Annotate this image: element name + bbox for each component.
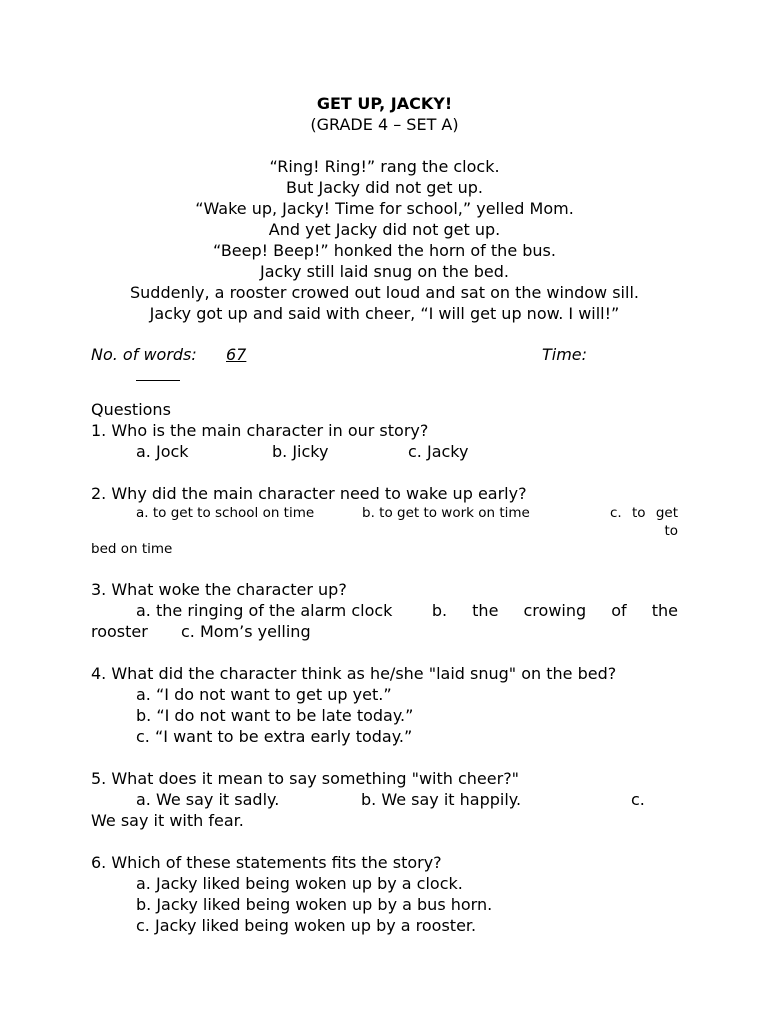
question-2: 2. Why did the main character need to wake up early? (91, 484, 527, 503)
reading-stats (91, 345, 678, 366)
question-5: 5. What does it mean to say something "with cheer?" (91, 769, 520, 788)
option-c-continued: We say it with fear. (91, 811, 244, 830)
story-line: But Jacky did not get up. (286, 178, 483, 197)
option-c[interactable]: c. to get to (609, 505, 678, 539)
option-c[interactable]: c. Jacky (408, 442, 469, 461)
option-b[interactable]: b. Jacky liked being woken up by a bus horn. (136, 895, 493, 914)
option-b[interactable]: b. to get to work on time (362, 505, 530, 521)
option-a[interactable]: a. Jacky liked being woken up by a clock. (136, 874, 463, 893)
option-c[interactable]: c. (631, 790, 645, 809)
time-label: Time: (542, 345, 588, 364)
option-a[interactable]: a. Jock (136, 442, 189, 461)
story-line: “Beep! Beep!” honked the horn of the bus. (213, 241, 556, 260)
story-line: Jacky still laid snug on the bed. (260, 262, 509, 281)
word-count-label: No. of words: (91, 345, 197, 364)
question-5-options (91, 789, 678, 810)
option-a[interactable]: a. the ringing of the alarm clock (136, 601, 393, 620)
question-6: 6. Which of these statements fits the story? (91, 853, 442, 872)
option-c[interactable]: c. Jacky liked being woken up by a rooster. (136, 916, 477, 935)
story-line: And yet Jacky did not get up. (268, 220, 501, 239)
worksheet-page (91, 93, 678, 936)
page-subtitle: (GRADE 4 – SET A) (310, 115, 459, 134)
page-title: GET UP, JACKY! (316, 94, 453, 113)
option-b[interactable]: b. Jicky (272, 442, 329, 461)
question-3: 3. What woke the character up? (91, 580, 347, 599)
question-1: 1. Who is the main character in our story? (91, 421, 429, 440)
option-c-continued: bed on time (91, 541, 173, 557)
question-2-options (91, 504, 678, 558)
question-1-options (91, 441, 678, 462)
question-3-options (91, 600, 678, 621)
story-line: Jacky got up and said with cheer, “I will get up now. I will!” (149, 304, 620, 323)
option-b[interactable]: b. We say it happily. (361, 790, 522, 809)
option-c[interactable]: c. Mom’s yelling (181, 622, 311, 641)
option-b-continued: rooster (91, 622, 148, 641)
option-b[interactable]: b. “I do not want to be late today.” (136, 706, 414, 725)
question-4: 4. What did the character think as he/she "laid snug" on the bed? (91, 664, 617, 683)
story-line: Suddenly, a rooster crowed out loud and sat on the window sill. (130, 283, 639, 302)
question-3-options-continued (91, 621, 678, 642)
story-text (91, 156, 678, 324)
word-count-value: 67 (226, 345, 247, 364)
story-line: “Ring! Ring!” rang the clock. (269, 157, 500, 176)
option-a[interactable]: a. We say it sadly. (136, 790, 280, 809)
story-line: “Wake up, Jacky! Time for school,” yelled Mom. (195, 199, 574, 218)
option-c[interactable]: c. “I want to be extra early today.” (136, 727, 413, 746)
option-a[interactable]: a. to get to school on time (136, 505, 315, 521)
questions-heading: Questions (91, 400, 171, 419)
option-a[interactable]: a. “I do not want to get up yet.” (136, 685, 392, 704)
option-b[interactable]: b. the crowing of the (431, 601, 678, 620)
